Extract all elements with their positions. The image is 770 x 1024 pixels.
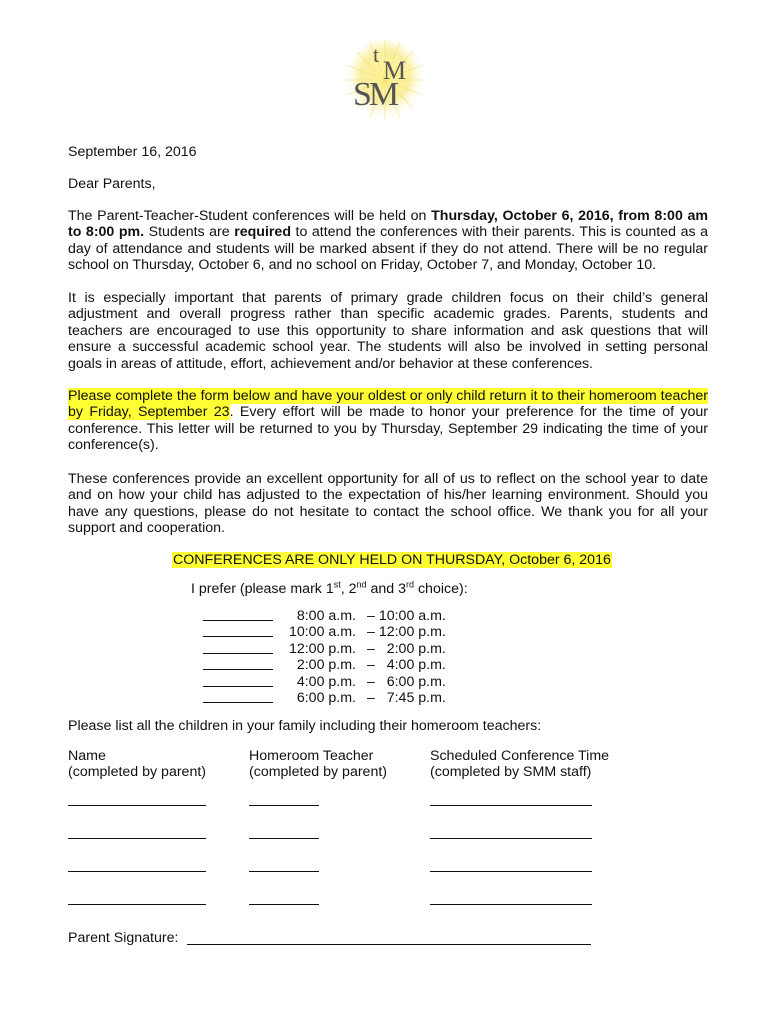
- p3-rest: . Every effort will be made to honor your preference for the time of your conference. This letter will be returned to you by Thursday, September 29 indicating the time of your conference(s).: [68, 404, 709, 454]
- prefer-d: choice):: [414, 581, 468, 597]
- column-subtitle: (completed by parent): [249, 764, 388, 781]
- paragraph-closing: These conferences provide an excellent opportunity for all of us to reflect on the school year to date and on how your child has adjusted to the expectation of his/her learning environment. Should you have any questions, please do not hesitate to contact the school office. We thank you for all your support and cooperation.: [68, 471, 708, 537]
- column-header-teacher: [249, 748, 387, 781]
- children-prompt: Please list all the children in your family including their homeroom teachers:: [68, 718, 542, 734]
- paragraph-conference-date: [68, 208, 708, 274]
- time-slot-row: [203, 690, 448, 706]
- slot-end: – 6:00 p.m.: [367, 673, 446, 690]
- slot-end: – 4:00 p.m.: [367, 657, 446, 674]
- column-header-name: [68, 748, 206, 781]
- logo-letter-t: t: [373, 42, 380, 67]
- preference-instruction: [191, 581, 468, 597]
- conference-time-line[interactable]: [430, 805, 592, 806]
- prefer-sup-2: nd: [356, 579, 367, 590]
- slot-end: – 10:00 a.m.: [367, 608, 446, 624]
- time-slot-row: [203, 657, 448, 673]
- teacher-line[interactable]: [249, 904, 319, 905]
- column-subtitle: (completed by SMM staff): [430, 764, 592, 781]
- prefer-b: , 2: [340, 581, 357, 597]
- paragraph-form-instructions: [68, 388, 708, 454]
- column-subtitle: (completed by parent): [68, 764, 207, 781]
- slot-start: 10:00 a.m.: [288, 624, 356, 641]
- time-slot-row: [203, 641, 448, 657]
- time-slot-row: [203, 624, 448, 640]
- conference-time-line[interactable]: [430, 838, 592, 839]
- teacher-line[interactable]: [249, 838, 319, 839]
- school-logo: [345, 40, 425, 125]
- p1-text-a: The Parent-Teacher-Student conferences will be held on: [68, 208, 432, 224]
- prefer-a: I prefer (please mark 1: [191, 581, 334, 597]
- p1-text-e: to attend the conferences with their parents. This is counted as a day of attendance and students will be marked absent if they do not attend. There will be no regular school on Thursday, October 6, and no school on Friday, October 7, and Monday, October 10.: [68, 224, 708, 274]
- slot-start: 2:00 p.m.: [296, 657, 356, 674]
- slot-end: – 2:00 p.m.: [367, 640, 446, 657]
- slot-end: – 12:00 p.m.: [367, 624, 446, 641]
- signature-label: Parent Signature:: [68, 930, 179, 946]
- prefer-sup-1: st: [333, 579, 341, 590]
- p1-date-bold: Thursday, October 6, 2016, from 8:00 am to 8:00 pm.: [68, 208, 708, 241]
- paragraph-primary-grades: It is especially important that parents of primary grade children focus on their child’s general adjustment and overall progress rather than specific academic grades. Parents, students and teachers are encouraged to use this opportunity to share information and ask questions that will ensure a successful academic school year. The students will also be involved in setting personal goals in areas of attitude, effort, achievement and/or behavior at these conferences.: [68, 290, 708, 372]
- conference-time-line[interactable]: [430, 904, 592, 905]
- prefer-sup-3: rd: [406, 579, 415, 590]
- slot-start: 6:00 p.m.: [296, 690, 356, 706]
- slot-end: – 7:45 p.m.: [367, 690, 446, 706]
- time-slot-list: [0, 608, 770, 708]
- slot-start: 8:00 a.m.: [296, 608, 356, 624]
- column-title: Name: [68, 748, 106, 764]
- column-header-time: [430, 748, 609, 781]
- signature-line[interactable]: [187, 944, 591, 945]
- p1-text-c: Students are: [144, 224, 235, 241]
- salutation: Dear Parents,: [68, 176, 156, 192]
- p1-required-bold: required: [234, 224, 291, 241]
- child-name-line[interactable]: [68, 805, 206, 806]
- column-title: Scheduled Conference Time: [430, 748, 610, 764]
- slot-start: 4:00 p.m.: [296, 673, 356, 690]
- conference-notice: CONFERENCES ARE ONLY HELD ON THURSDAY, October 6, 2016: [173, 552, 611, 568]
- prefer-c: and 3: [366, 581, 406, 597]
- letter-date: September 16, 2016: [68, 144, 197, 160]
- conference-time-line[interactable]: [430, 871, 592, 872]
- time-slot-row: [203, 608, 448, 624]
- child-name-line[interactable]: [68, 871, 206, 872]
- child-name-line[interactable]: [68, 838, 206, 839]
- slot-start: 12:00 p.m.: [288, 640, 356, 657]
- teacher-line[interactable]: [249, 805, 319, 806]
- logo-letters-sm: SM: [353, 76, 397, 113]
- highlighted-instruction: Please complete the form below and have your oldest or only child return it to their homeroom teacher by Friday, September 23: [68, 388, 708, 421]
- child-name-line[interactable]: [68, 904, 206, 905]
- logo-letter-m: M: [383, 56, 407, 85]
- time-slot-row: [203, 674, 448, 690]
- column-title: Homeroom Teacher: [249, 748, 374, 764]
- teacher-line[interactable]: [249, 871, 319, 872]
